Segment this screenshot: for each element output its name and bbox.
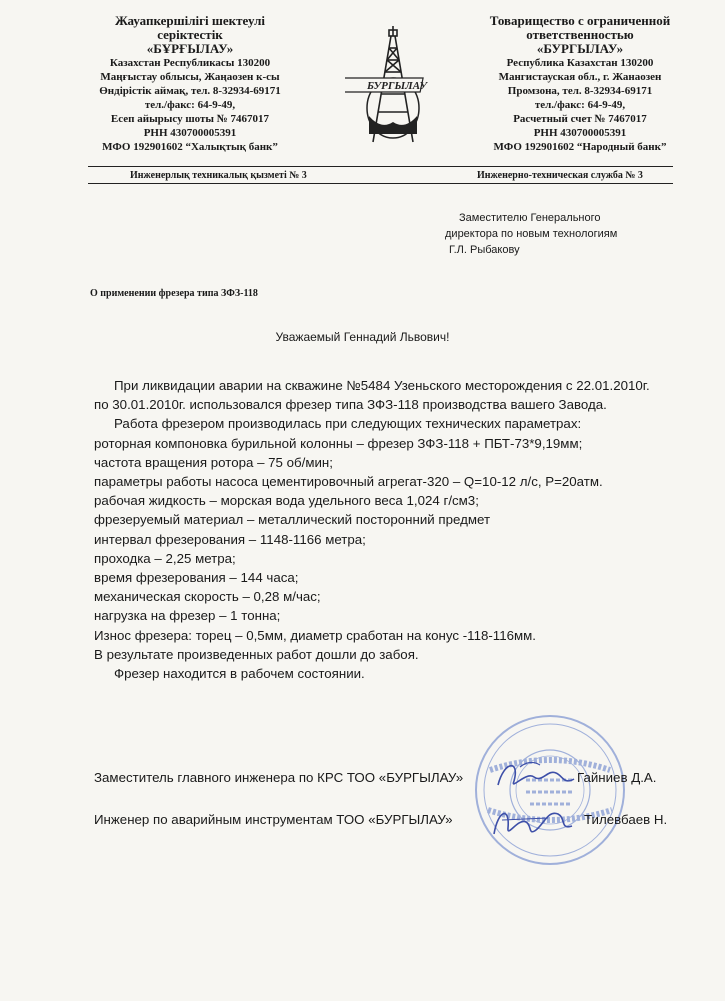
signatory-1-title: Заместитель главного инженера по КРС ТОО «БУРГЫЛАУ»	[94, 770, 464, 785]
service-name-kz: Инженерлық техникалық қызметі № 3	[130, 170, 307, 181]
addressee-line-2: директора по новым технологиям	[445, 228, 618, 240]
body-line: время фрезерования – 144 часа;	[94, 570, 299, 586]
body-line: интервал фрезерования – 1148-1166 метра;	[94, 531, 366, 547]
body-line: Износ фрезера: торец – 0,5мм, диаметр сработан на конус -118-116мм.	[94, 627, 536, 643]
body-line: Работа фрезером производилась при следующих технических параметрах:	[114, 416, 582, 432]
derrick-drill-logo-icon	[345, 22, 441, 152]
company-type-ru: Товарищество с ограниченной	[489, 13, 671, 28]
fax-kz: тел./факс: 64-9-49,	[144, 99, 236, 111]
company-type-ru-2: ответственностью	[526, 27, 634, 42]
country-kz: Казахстан Республикасы 130200	[109, 57, 271, 69]
account-kz: Есеп айырысу шоты № 7467017	[110, 113, 270, 125]
region-kz: Маңғыстау облысы, Жаңаозен к-сы	[100, 71, 280, 83]
addressee-block	[445, 210, 675, 258]
phone-ru: Промзона, тел. 8-32934-69171	[507, 85, 653, 97]
signatory-2-name: Тилевбаев Н.	[584, 812, 668, 827]
body-line: частота вращения ротора – 75 об/мин;	[94, 454, 333, 470]
company-name-ru: «БУРГЫЛАУ»	[536, 41, 624, 56]
bank-kz: МФО 192901602 “Халықтық банк”	[102, 141, 278, 153]
body-line: нагрузка на фрезер – 1 тонна;	[94, 608, 281, 624]
letterhead-left-kazakh	[70, 14, 310, 154]
logo-text: БУРГЫЛАУ	[366, 80, 428, 92]
body-line: рабочая жидкость – морская вода удельного веса 1,024 г/см3;	[94, 493, 479, 509]
addressee-line-1: Заместителю Генерального	[459, 212, 601, 224]
body-line: параметры работы насоса цементировочный агрегат-320 – Q=10-12 л/с, Р=20атм.	[94, 474, 603, 490]
letter-subject: О применении фрезера типа ЗФЗ-118	[90, 288, 258, 299]
company-name-kz: «БҰРҒЫЛАУ»	[146, 41, 234, 56]
signature-1-icon	[490, 755, 580, 795]
company-type-kz-2: серіктестік	[157, 27, 223, 42]
bank-ru: МФО 192901602 “Народный банк”	[493, 141, 667, 153]
body-line: механическая скорость – 0,28 м/час;	[94, 589, 321, 605]
signatory-1-name: Гайниев Д.А.	[577, 770, 657, 785]
body-line: Фрезер находится в рабочем состоянии.	[114, 666, 365, 682]
rnn-kz: РНН 430700005391	[143, 127, 237, 139]
body-line: по 30.01.2010г. использовался фрезер типа ЗФЗ-118 производства вашего Завода.	[94, 397, 607, 413]
region-ru: Мангистауская обл., г. Жанаозен	[498, 71, 662, 83]
addressee-name: Г.Л. Рыбакову	[449, 244, 520, 256]
body-line: При ликвидации аварии на скважине №5484 Узеньского месторождения с 22.01.2010г.	[114, 378, 650, 393]
letter-body	[94, 376, 694, 683]
fax-ru: тел./факс: 64-9-49,	[534, 99, 626, 111]
greeting: Уважаемый Геннадий Львович!	[275, 330, 450, 344]
rnn-ru: РНН 430700005391	[533, 127, 627, 139]
letterhead-right-russian	[465, 14, 695, 154]
header-divider-top	[88, 166, 673, 167]
service-name-ru: Инженерно-техническая служба № 3	[477, 170, 643, 181]
signatory-2-title: Инженер по аварийным инструментам ТОО «БУРГЫЛАУ»	[94, 812, 453, 827]
body-line: В результате произведенных работ дошли до забоя.	[94, 646, 419, 662]
body-line: роторная компоновка бурильной колонны – фрезер ЗФЗ-118 + ПБТ-73*9,19мм;	[94, 435, 583, 451]
signature-2-icon	[488, 800, 578, 842]
company-type-kz: Жауапкершілігі шектеулі	[114, 13, 266, 28]
account-ru: Расчетный счет № 7467017	[513, 113, 647, 125]
body-line: фрезеруемый материал – металлический посторонний предмет	[94, 512, 491, 528]
country-ru: Республика Казахстан 130200	[506, 57, 654, 69]
phone-kz: Өндірістік аймақ, тел. 8-32934-69171	[99, 85, 281, 97]
header-divider-bottom	[88, 183, 673, 184]
body-line: проходка – 2,25 метра;	[94, 550, 236, 566]
